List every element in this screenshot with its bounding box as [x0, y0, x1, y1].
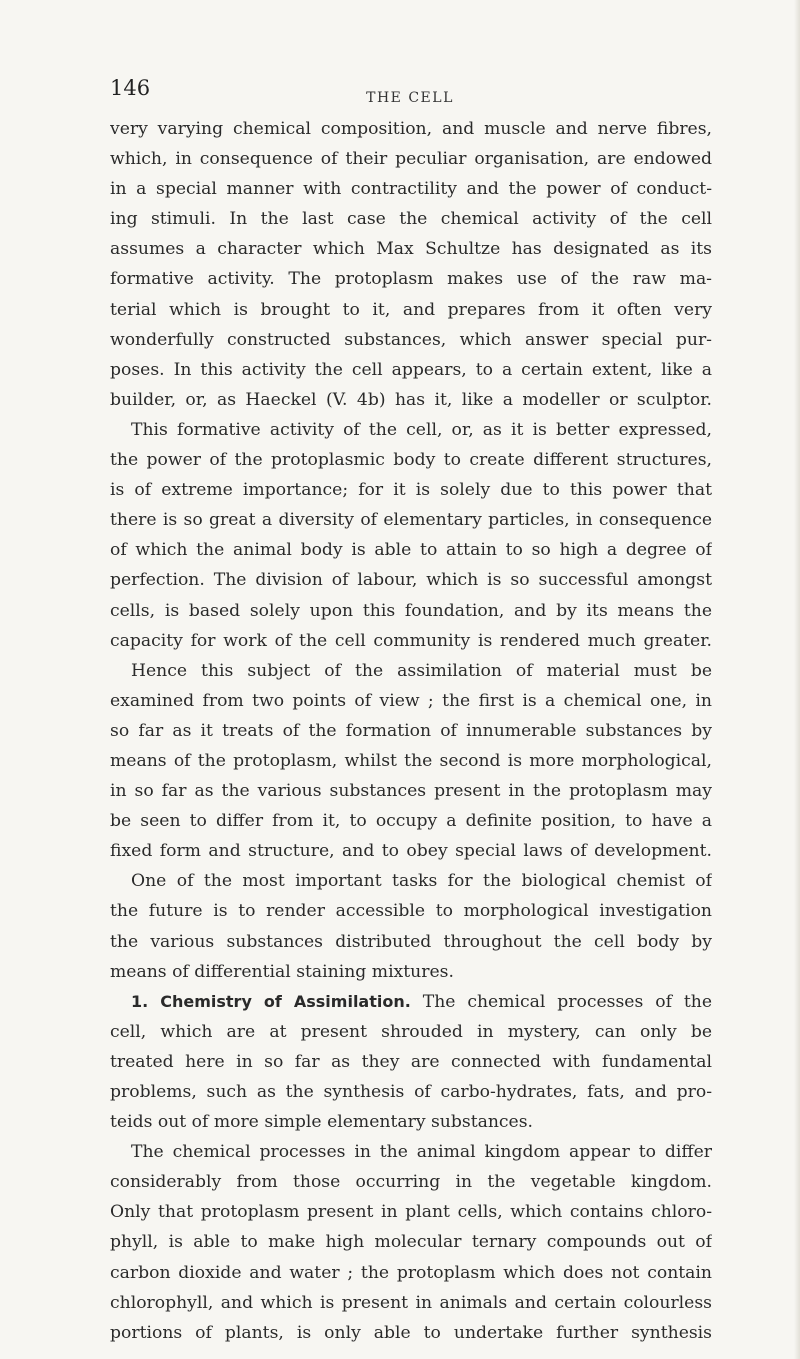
text-line: of which the animal body is able to attain to so high a degree of	[110, 540, 712, 561]
text-line: The chemical processes in the animal kingdom appear to differ	[131, 1142, 712, 1163]
text-line: builder, or, as Haeckel (V. 4b) has it, like a modeller or sculptor.	[110, 389, 712, 410]
page-header	[110, 76, 710, 110]
text-line: One of the most important tasks for the biological chemist of	[131, 871, 712, 892]
text-line: Only that protoplasm present in plant cells, which contains chloro-	[110, 1202, 712, 1223]
text-line: carbon dioxide and water ; the protoplasm which does not contain	[110, 1262, 712, 1283]
text-line: formative activity. The protoplasm makes use of the raw ma-	[110, 269, 712, 290]
text-line: in a special manner with contractility and the power of conduct-	[110, 179, 712, 200]
page-spine-shadow	[794, 0, 800, 1359]
text-line: there is so great a diversity of elementary particles, in consequence	[110, 510, 712, 531]
text-line: cells, is based solely upon this foundation, and by its means the	[110, 600, 712, 621]
text-line: means of differential staining mixtures.	[110, 961, 454, 982]
text-line: is of extreme importance; for it is solely due to this power that	[110, 480, 712, 501]
text-line: chlorophyll, and which is present in animals and certain colourless	[110, 1292, 712, 1313]
text-line: wonderfully constructed substances, which answer special pur-	[110, 329, 712, 350]
text-line: ing stimuli. In the last case the chemical activity of the cell	[110, 209, 712, 230]
text-line: perfection. The division of labour, which is so successful amongst	[110, 570, 712, 591]
text-line: fixed form and structure, and to obey special laws of development.	[110, 841, 712, 862]
text-line: so far as it treats of the formation of innumerable substances by	[110, 720, 712, 741]
text-line: capacity for work of the cell community is rendered much greater.	[110, 630, 712, 651]
text-line: considerably from those occurring in the vegetable kingdom.	[110, 1172, 712, 1193]
text-line: the future is to render accessible to morphological investigation	[110, 901, 712, 922]
text-line: the power of the protoplasmic body to create different structures,	[110, 450, 712, 471]
text-line: very varying chemical composition, and muscle and nerve fibres,	[110, 119, 712, 139]
text-line: terial which is brought to it, and prepares from it often very	[110, 299, 712, 320]
text-line: poses. In this activity the cell appears, to a certain extent, like a	[110, 359, 712, 380]
text-line: portions of plants, is only able to undertake further synthesis	[110, 1322, 712, 1343]
text-line: examined from two points of view ; the first is a chemical one, in	[110, 690, 712, 711]
text-line: phyll, is able to make high molecular ternary compounds out of	[110, 1232, 712, 1253]
page-number: 146	[110, 76, 151, 100]
text-line: treated here in so far as they are connected with fundamental	[110, 1051, 712, 1072]
text-line: means of the protoplasm, whilst the second is more morphological,	[110, 750, 712, 771]
section-heading-line	[110, 987, 712, 1017]
text-line: The chemical processes of the	[422, 991, 712, 1012]
text-line: cell, which are at present shrouded in mystery, can only be	[110, 1021, 712, 1042]
text-line: teids out of more simple elementary substances.	[110, 1112, 534, 1133]
running-head: THE CELL	[366, 90, 454, 106]
body-text	[110, 114, 712, 1348]
text-line: Hence this subject of the assimilation of material must be	[131, 660, 712, 681]
text-line: the various substances distributed throughout the cell body by	[110, 931, 712, 952]
text-line: assumes a character which Max Schultze has designated as its	[110, 239, 712, 260]
text-line: problems, such as the synthesis of carbo-hydrates, fats, and pro-	[110, 1082, 712, 1102]
text-line: which, in consequence of their peculiar organisation, are endowed	[110, 149, 712, 170]
text-line: be seen to differ from it, to occupy a definite position, to have a	[110, 811, 712, 832]
text-line: in so far as the various substances present in the protoplasm may	[110, 781, 712, 802]
text-line: This formative activity of the cell, or, as it is better expressed,	[131, 419, 712, 440]
section-heading: 1. Chemistry of Assimilation.	[131, 991, 411, 1011]
